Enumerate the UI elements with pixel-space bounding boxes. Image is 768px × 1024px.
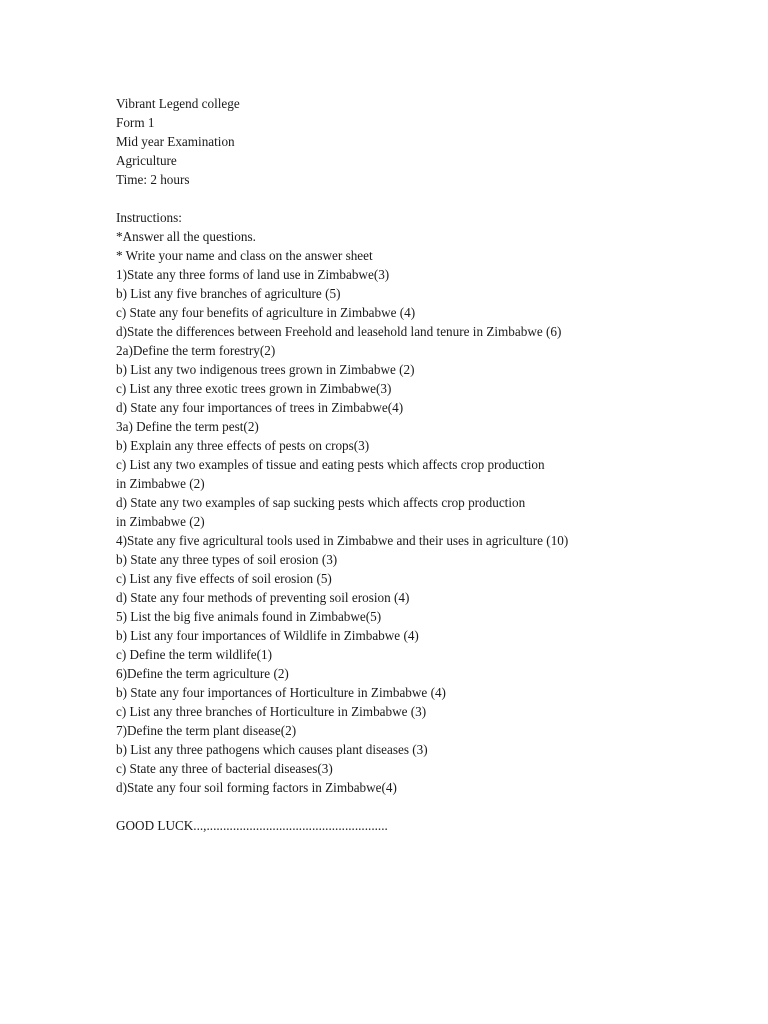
question-line: c) List any five effects of soil erosion (5) <box>116 571 332 586</box>
question-line: 6)Define the term agriculture (2) <box>116 666 289 681</box>
question-line: d) State any two examples of sap sucking pests which affects crop production <box>116 495 526 510</box>
spacer <box>116 797 736 816</box>
instructions-title: Instructions: <box>116 210 182 225</box>
question-line: c) State any four benefits of agriculture in Zimbabwe (4) <box>116 305 416 320</box>
question-line: c) List any three branches of Horticulture in Zimbabwe (3) <box>116 704 427 719</box>
question-line: c) State any three of bacterial diseases(3) <box>116 761 333 776</box>
question-line: d) State any four importances of trees in Zimbabwe(4) <box>116 400 404 415</box>
question-line: b) List any two indigenous trees grown in Zimbabwe (2) <box>116 362 415 377</box>
question-line: c) List any two examples of tissue and eating pests which affects crop production <box>116 457 545 472</box>
question-line: in Zimbabwe (2) <box>116 514 205 529</box>
instruction-item: * Write your name and class on the answer sheet <box>116 248 373 263</box>
question-line: 4)State any five agricultural tools used in Zimbabwe and their uses in agriculture (10) <box>116 533 569 548</box>
question-line: in Zimbabwe (2) <box>116 476 205 491</box>
spacer <box>116 189 736 208</box>
question-line: b) State any four importances of Horticulture in Zimbabwe (4) <box>116 685 446 700</box>
question-line: 7)Define the term plant disease(2) <box>116 723 297 738</box>
question-line: b) Explain any three effects of pests on crops(3) <box>116 438 370 453</box>
school-name: Vibrant Legend college <box>116 96 240 111</box>
exam-duration: Time: 2 hours <box>116 172 190 187</box>
question-line: b) List any five branches of agriculture (5) <box>116 286 341 301</box>
instruction-item: *Answer all the questions. <box>116 229 256 244</box>
question-line: d)State any four soil forming factors in Zimbabwe(4) <box>116 780 397 795</box>
question-line: b) List any four importances of Wildlife in Zimbabwe (4) <box>116 628 419 643</box>
subject-name: Agriculture <box>116 153 177 168</box>
question-line: c) List any three exotic trees grown in Zimbabwe(3) <box>116 381 392 396</box>
exam-title: Mid year Examination <box>116 134 235 149</box>
question-line: 3a) Define the term pest(2) <box>116 419 259 434</box>
closing-note: GOOD LUCK...,....................................................... <box>116 818 388 833</box>
question-line: c) Define the term wildlife(1) <box>116 647 272 662</box>
question-line: d)State the differences between Freehold and leasehold land tenure in Zimbabwe (6) <box>116 324 562 339</box>
form-level: Form 1 <box>116 115 155 130</box>
question-line: b) List any three pathogens which causes plant diseases (3) <box>116 742 428 757</box>
question-line: b) State any three types of soil erosion (3) <box>116 552 338 567</box>
question-list <box>116 265 736 797</box>
question-line: 1)State any three forms of land use in Zimbabwe(3) <box>116 267 390 282</box>
question-line: 5) List the big five animals found in Zimbabwe(5) <box>116 609 382 624</box>
question-line: 2a)Define the term forestry(2) <box>116 343 276 358</box>
question-line: d) State any four methods of preventing soil erosion (4) <box>116 590 410 605</box>
exam-document <box>116 94 736 835</box>
